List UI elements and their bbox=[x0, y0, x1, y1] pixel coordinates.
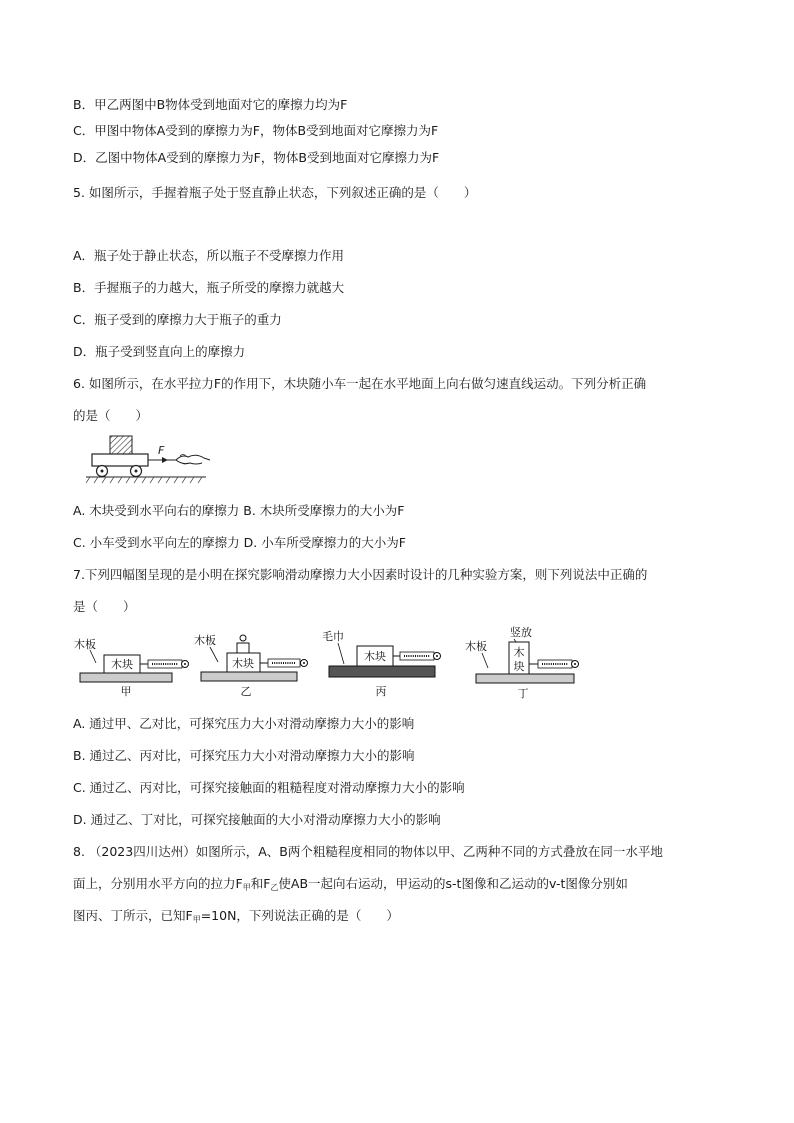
q8-line2-part-b: 和F bbox=[250, 876, 271, 891]
q8-line3-sub-jia: 甲 bbox=[192, 915, 201, 924]
q6-cart-figure bbox=[84, 430, 214, 486]
q8-line2-part-c: 使AB一起向右运动，甲运动的s-t图像和乙运动的v-t图像分别如 bbox=[278, 876, 628, 891]
q7-option-d: D. 通过乙、丁对比，可探究接触面的大小对滑动摩擦力大小的影响 bbox=[73, 812, 441, 827]
q8-stem-line3 bbox=[73, 908, 399, 928]
yi-surface-label: 木板 bbox=[194, 634, 216, 647]
ding-surface-label: 木板 bbox=[465, 640, 487, 653]
q5-option-b: B．手握瓶子的力越大，瓶子所受的摩擦力就越大 bbox=[73, 280, 345, 295]
ding-note-label: 竖放 bbox=[510, 626, 532, 639]
q5-option-c: C．瓶子受到的摩擦力大于瓶子的重力 bbox=[73, 312, 282, 327]
q7-option-b: B. 通过乙、丙对比，可探究压力大小对滑动摩擦力大小的影响 bbox=[73, 748, 415, 763]
yi-block-label: 木块 bbox=[232, 657, 254, 670]
jia-caption: 甲 bbox=[120, 685, 132, 698]
figure-ding bbox=[465, 625, 579, 700]
q6-force-label: F bbox=[158, 444, 165, 457]
q7-stem-line1: 7.下列四幅图呈现的是小明在探究影响滑动摩擦力大小因素时设计的几种实验方案，则下列说法中正确的 bbox=[73, 567, 648, 582]
q8-line3-part-a: 图丙、丁所示，已知F bbox=[73, 908, 193, 923]
q4-option-c: C．甲图中物体A受到的摩擦力为F，物体B受到地面对它摩擦力为F bbox=[73, 123, 439, 138]
q7-option-c: C. 通过乙、丙对比，可探究接触面的粗糙程度对滑动摩擦力大小的影响 bbox=[73, 780, 465, 795]
q8-stem-line1: 8. （2023四川达州）如图所示，A、B两个粗糙程度相同的物体以甲、乙两种不同的方式叠放在同一水平地 bbox=[73, 844, 663, 859]
bing-surface-label: 毛巾 bbox=[322, 630, 344, 643]
q5-option-a: A．瓶子处于静止状态，所以瓶子不受摩擦力作用 bbox=[73, 248, 345, 263]
weight-icon bbox=[237, 635, 249, 653]
jia-block-label: 木块 bbox=[111, 658, 133, 671]
bing-caption: 丙 bbox=[375, 685, 387, 698]
q7-stem-line2: 是（ ） bbox=[73, 599, 136, 614]
q6-options-ab: A. 木块受到水平向右的摩擦力 B. 木块所受摩擦力的大小为F bbox=[73, 503, 405, 518]
q8-sub-yi: 乙 bbox=[270, 883, 279, 892]
q6-options-cd: C. 小车受到水平向左的摩擦力 D. 小车所受摩擦力的大小为F bbox=[73, 535, 406, 550]
q6-stem-line1: 6. 如图所示，在水平拉力F的作用下，木块随小车一起在水平地面上向右做匀速直线运动。下列分析正确 bbox=[73, 376, 647, 391]
q7-option-a: A. 通过甲、乙对比，可探究压力大小对滑动摩擦力大小的影响 bbox=[73, 716, 415, 731]
q4-option-b: B．甲乙两图中B物体受到地面对它的摩擦力均为F bbox=[73, 97, 348, 112]
q8-sub-jia: 甲 bbox=[242, 883, 251, 892]
q7-experiment-figures bbox=[70, 622, 590, 700]
ding-block-line2: 块 bbox=[513, 660, 525, 673]
figure-yi bbox=[194, 633, 308, 698]
jia-surface-label: 木板 bbox=[74, 638, 96, 651]
ding-block-line1: 木 bbox=[513, 646, 525, 659]
figure-jia bbox=[74, 637, 189, 698]
bing-block-label: 木块 bbox=[364, 650, 386, 663]
q8-line3-part-b: =10N，下列说法正确的是（ ） bbox=[200, 908, 399, 923]
q8-stem-line2 bbox=[73, 876, 628, 896]
q5-option-d: D．瓶子受到竖直向上的摩擦力 bbox=[73, 344, 246, 359]
q4-option-d: D．乙图中物体A受到的摩擦力为F，物体B受到地面对它摩擦力为F bbox=[73, 150, 440, 165]
q8-line2-part-a: 面上，分别用水平方向的拉力F bbox=[73, 876, 243, 891]
figure-bing bbox=[322, 629, 441, 698]
q6-stem-line2: 的是（ ） bbox=[73, 408, 149, 423]
yi-caption: 乙 bbox=[240, 685, 252, 698]
ding-caption: 丁 bbox=[517, 687, 529, 700]
q5-stem: 5. 如图所示，手握着瓶子处于竖直静止状态，下列叙述正确的是（ ） bbox=[73, 185, 477, 200]
